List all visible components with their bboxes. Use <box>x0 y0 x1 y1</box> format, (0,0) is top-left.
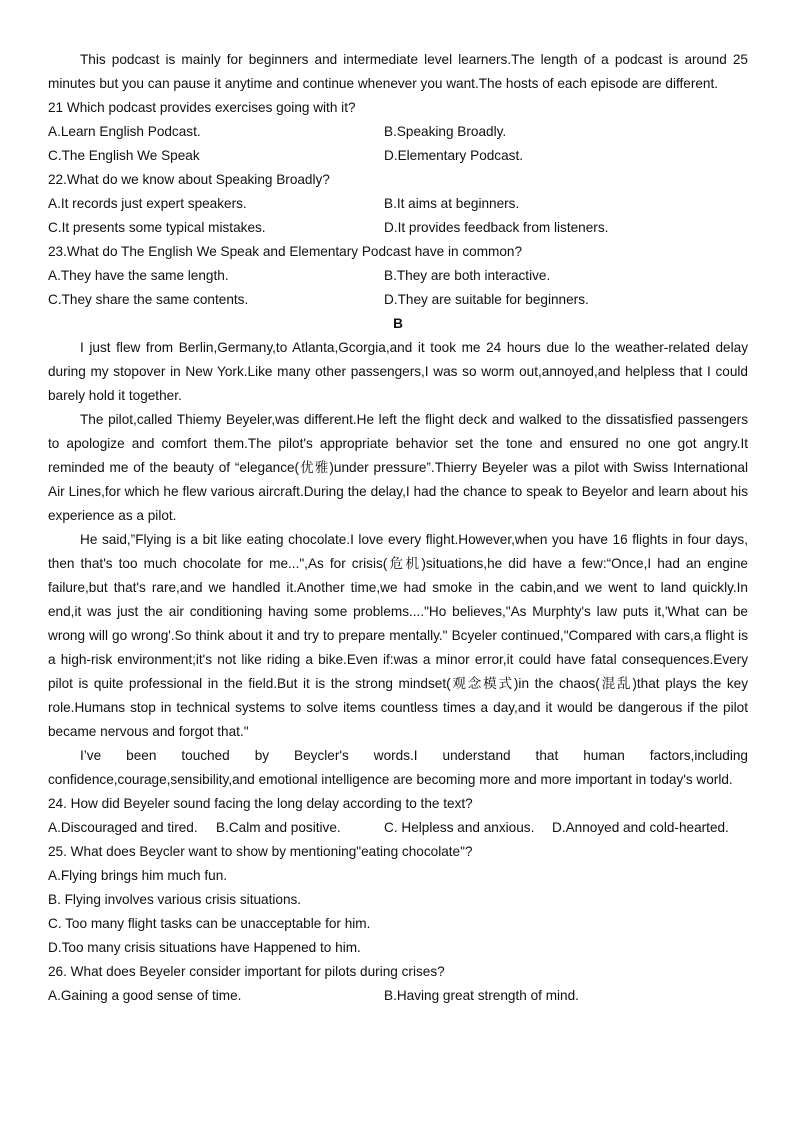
option-c: C.They share the same contents. <box>48 292 249 307</box>
question-25 <box>48 840 748 960</box>
question-23 <box>48 240 748 312</box>
option-d: D.Elementary Podcast. <box>384 148 524 163</box>
option-b: B.Having great strength of mind. <box>384 988 579 1003</box>
intro-paragraph: This podcast is mainly for beginners and intermediate level learners.The length of a podcast is around 25 minutes but you can pause it anytime and continue whenever you want.The hosts of each episode are different. <box>48 52 748 91</box>
question-26 <box>48 960 748 1008</box>
question-24 <box>48 792 748 840</box>
option-b: B. Flying involves various crisis situations. <box>48 892 302 907</box>
question-stem: 24. How did Beyeler sound facing the long delay according to the text? <box>48 796 473 811</box>
question-stem: 25. What does Beycler want to show by mentioning"eating chocolate"? <box>48 844 473 859</box>
option-d: D.It provides feedback from listeners. <box>384 220 609 235</box>
option-c: C. Too many flight tasks can be unacceptable for him. <box>48 916 371 931</box>
passage-paragraph: I’ve been touched by Beycler's words.I understand that human factors,including confidence,courage,sensibility,and emotional intelligence are becoming more and more important in today's world. <box>48 748 748 787</box>
question-stem: 26. What does Beyeler consider important for pilots during crises? <box>48 964 445 979</box>
option-b: B.They are both interactive. <box>384 268 551 283</box>
option-d: D.They are suitable for beginners. <box>384 292 589 307</box>
question-21 <box>48 96 748 168</box>
section-title: B <box>393 316 403 331</box>
option-c: C.The English We Speak <box>48 148 200 163</box>
question-stem: 21 Which podcast provides exercises going with it? <box>48 100 356 115</box>
option-d: D.Annoyed and cold-hearted. <box>552 820 729 835</box>
question-22 <box>48 168 748 240</box>
option-a: A.Flying brings him much fun. <box>48 868 228 883</box>
exam-page <box>48 48 748 1008</box>
question-stem: 23.What do The English We Speak and Elementary Podcast have in common? <box>48 244 523 259</box>
option-c: C. Helpless and anxious. <box>384 820 535 835</box>
option-a: A.It records just expert speakers. <box>48 196 247 211</box>
option-b: B.It aims at beginners. <box>384 196 520 211</box>
passage-paragraph: I just flew from Berlin,Germany,to Atlanta,Gcorgia,and it took me 24 hours due lo the weather-related delay during my stopover in New York.Like many other passengers,I was so worm out,annoyed,and helpless that I could barely hold it together. <box>48 340 748 403</box>
option-b: B.Calm and positive. <box>216 820 341 835</box>
option-d: D.Too many crisis situations have Happened to him. <box>48 940 361 955</box>
passage-paragraph: The pilot,called Thiemy Beyeler,was different.He left the flight deck and walked to the dissatisfied passengers to apologize and comfort them.The pilot's appropriate behavior set the tone and ensured no one got angry.It reminded me of the beauty of “elegance(优雅)under pressure”.Thierry Beyeler was a pilot with Swiss International Air Lines,for which he flew various aircraft.During the delay,I had the chance to speak to Beyelor and learn about his experience as a pilot. <box>48 412 748 523</box>
option-a: A.Gaining a good sense of time. <box>48 988 242 1003</box>
option-a: A.Learn English Podcast. <box>48 124 201 139</box>
question-stem: 22.What do we know about Speaking Broadly? <box>48 172 330 187</box>
option-a: A.They have the same length. <box>48 268 229 283</box>
passage-paragraph: He said,”Flying is a bit like eating chocolate.I love every flight.However,when you have 16 flights in four days, then that's too much chocolate for me...",As for crisis(危机)situations,he did have a few:“Once,I had an engine failure,but that's rare,and we handled it.Another time,we had smoke in the cabin,and we went to land quickly.In end,it was just the air conditioning having some problems...."Ho believes,"As Murphty's law puts it,'What can be wrong will go wrong'.So think about it and try to prepare mentally." Bcyeler continued,"Compared with cars,a flight is a high-risk environment;it's not like riding a bike.Even if:was a minor error,it could have fatal consequences.Every pilot is quite professional in the field.But it is the strong mindset(观念模式)in the chaos(混乱)that plays the key role.Humans stop in technical systems to solve items countless times a day,and it would be dangerous if the pilot became nervous and forgot that." <box>48 532 748 739</box>
option-c: C.It presents some typical mistakes. <box>48 220 266 235</box>
option-b: B.Speaking Broadly. <box>384 124 507 139</box>
option-a: A.Discouraged and tired. <box>48 820 198 835</box>
